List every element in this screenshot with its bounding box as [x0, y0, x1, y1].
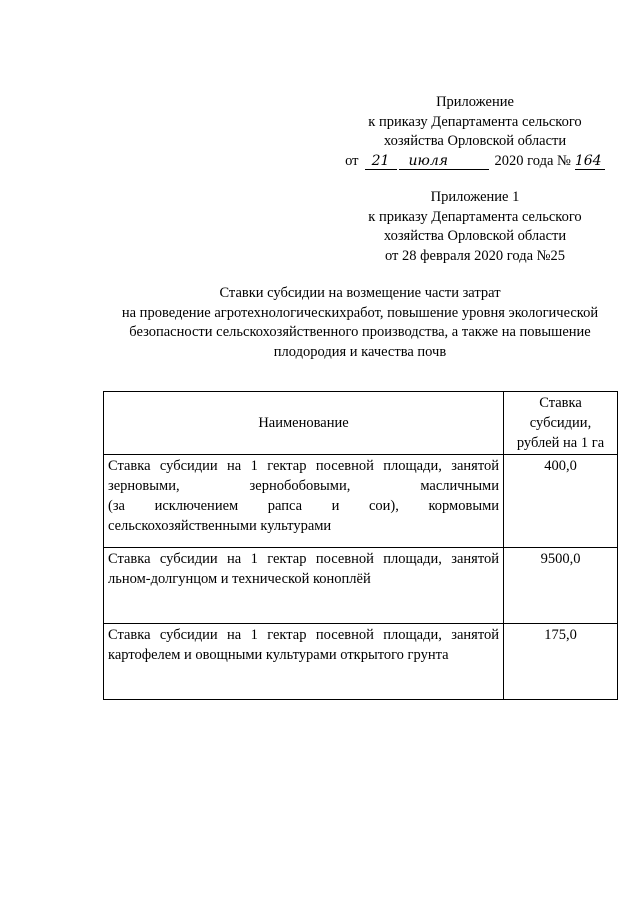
handwritten-month: июля: [399, 153, 489, 170]
appendix-department-line: хозяйства Орловской области: [383, 133, 567, 149]
table-header-row: [104, 392, 618, 455]
row-name-cell: [104, 548, 504, 624]
table-row: [104, 624, 618, 700]
handwritten-day: 21: [365, 153, 397, 170]
header-rate-line-1: Ставка: [539, 395, 582, 411]
appendix-one-header: [330, 188, 620, 266]
row-name-line: Ставка субсидии на 1 гектар посевной площади, занятой: [108, 458, 499, 474]
row-name-line: сельскохозяйственными культурами: [108, 518, 332, 534]
row-name-line: Ставка субсидии на 1 гектар посевной площади, занятой: [108, 627, 499, 643]
row-name-line: льном-долгунцом и технической коноплёй: [108, 571, 371, 587]
appendix-one-order-line: к приказу Департамента сельского: [368, 208, 582, 225]
row-rate-cell: 400,0: [504, 455, 618, 548]
appendix-one-department-line: хозяйства Орловской области: [383, 228, 567, 244]
title-line-4: плодородия и качества почв: [273, 343, 447, 360]
date-prefix: от: [345, 152, 359, 169]
row-name-line: Ставка субсидии на 1 гектар посевной площади, занятой: [108, 551, 499, 567]
appendix-one-title: Приложение 1: [430, 189, 520, 205]
header-rate-line-2: субсидии,: [529, 415, 592, 431]
header-rate-line-3: рублей на 1 га: [516, 435, 605, 451]
date-year: 2020 года №: [494, 152, 571, 169]
title-line-2: на проведение агротехнологическихработ, повышение уровня экологической: [121, 304, 599, 321]
table-row: [104, 548, 618, 624]
row-rate-cell: 175,0: [504, 624, 618, 700]
handwritten-order-number: 164: [575, 153, 605, 170]
appendix-header: [330, 93, 620, 171]
title-line-1: Ставки субсидии на возмещение части затрат: [219, 285, 501, 301]
appendix-date-line: [330, 152, 620, 172]
subsidy-rates-table: [103, 391, 618, 700]
table-row: [104, 455, 618, 548]
appendix-title: Приложение: [436, 94, 514, 110]
title-line-3: безопасности сельскохозяйственного производства, а также на повышение: [129, 324, 591, 340]
appendix-order-line: к приказу Департамента сельского: [368, 113, 582, 130]
row-name-line: (за исключением рапса и сои), кормовыми: [108, 498, 499, 514]
row-name-line: картофелем и овощными культурами открытого грунта: [108, 647, 449, 663]
row-rate-cell: 9500,0: [504, 548, 618, 624]
document-title: [90, 284, 630, 362]
appendix-one-date-line: от 28 февраля 2020 года №25: [385, 247, 565, 264]
row-name-line: зерновыми, зернобобовыми, масличными: [108, 478, 499, 494]
row-name-cell: [104, 455, 504, 548]
header-name-cell: Наименование: [104, 392, 504, 455]
header-rate-cell: [504, 392, 618, 455]
row-name-cell: [104, 624, 504, 700]
